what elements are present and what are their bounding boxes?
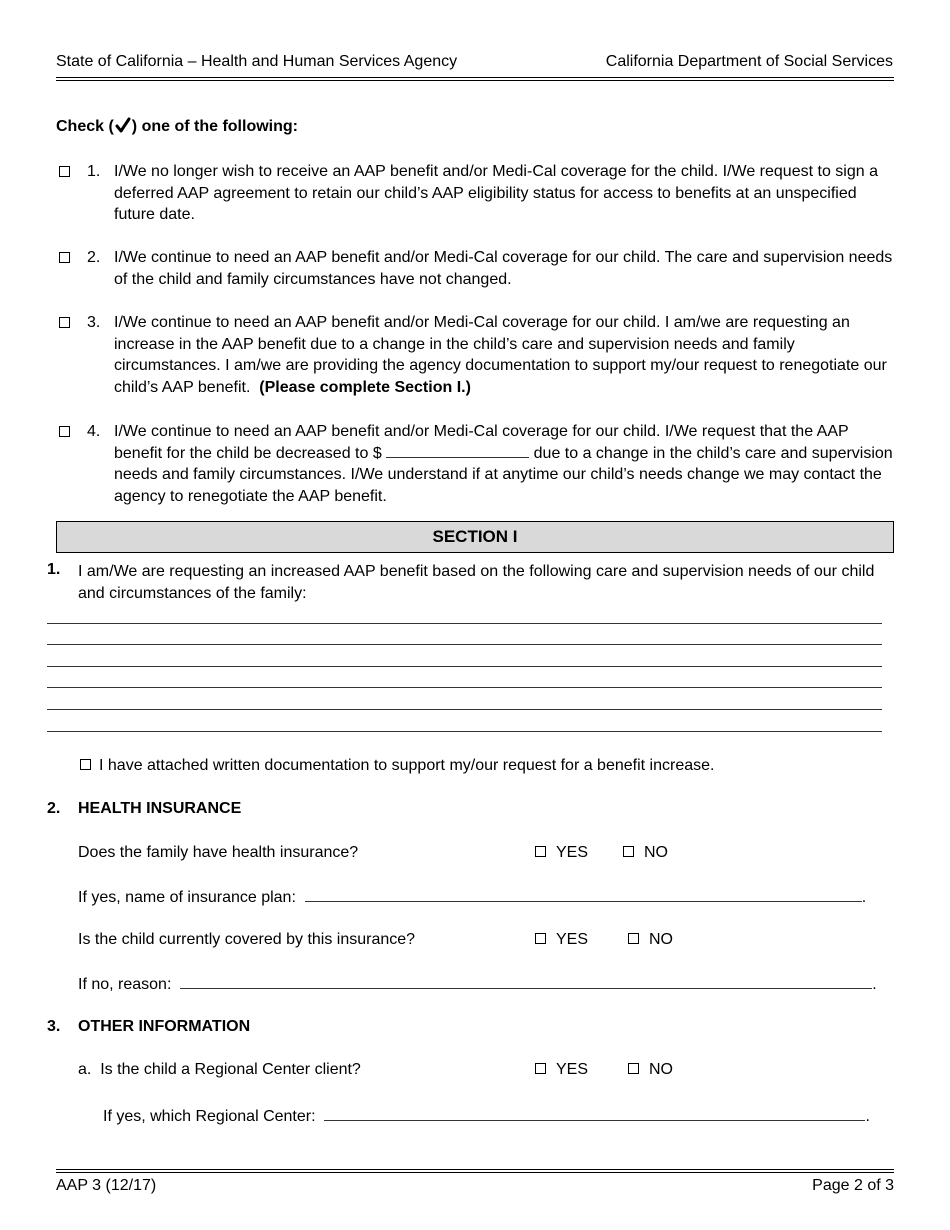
footer-rule-top	[56, 1169, 894, 1170]
care-needs-line-5[interactable]	[47, 709, 882, 710]
option-2-checkbox[interactable]	[59, 252, 70, 263]
reason-field[interactable]	[180, 974, 872, 989]
option-1: 1. I/We no longer wish to receive an AAP benefit and/or Medi-Cal coverage for the child. I/We request to sign a deferred AAP agreement to retain our child’s AAP eligibility status for access to benefits at an unspecified future date.	[56, 161, 896, 227]
care-needs-line-2[interactable]	[47, 644, 882, 645]
care-needs-line-3[interactable]	[47, 666, 882, 667]
child-covered-yes-checkbox[interactable]	[535, 933, 546, 944]
option-3-checkbox[interactable]	[59, 317, 70, 328]
option-2: 2. I/We continue to need an AAP benefit and/or Medi-Cal coverage for our child. The care and supervision needs of the child and family circumstances have not changed.	[56, 247, 896, 291]
section-i-title: SECTION I	[56, 521, 894, 553]
child-covered-no-checkbox[interactable]	[628, 933, 639, 944]
care-needs-line-1[interactable]	[47, 623, 882, 624]
decrease-amount-field[interactable]	[386, 443, 529, 458]
regional-center-no: NO	[628, 1061, 673, 1079]
child-covered-yes: YES	[535, 931, 588, 949]
has-insurance-no: NO	[623, 844, 668, 862]
regional-center-no-checkbox[interactable]	[628, 1063, 639, 1074]
q2-title: HEALTH INSURANCE	[78, 800, 242, 817]
regional-center-yes: YES	[535, 1061, 588, 1079]
which-center-row: If yes, which Regional Center: .	[103, 1108, 870, 1125]
reason-row: If no, reason: .	[78, 976, 877, 993]
plan-name-row: If yes, name of insurance plan: .	[78, 889, 867, 906]
which-center-field[interactable]	[324, 1106, 865, 1121]
option-4-checkbox[interactable]	[59, 426, 70, 437]
q3-number: 3.	[47, 1018, 61, 1035]
option-4: 4. I/We continue to need an AAP benefit and/or Medi-Cal coverage for our child. I/We request that the AAP benefit for the child be decreased to $ due to a change in the child’s care and supervision needs and family circumstances. I/We understand if at anytime our child’s needs change we may contact the agency to renegotiate the AAP benefit.	[56, 421, 896, 509]
documentation-attached: I have attached written documentation to support my/our request for a benefit increase.	[80, 757, 714, 775]
form-number: AAP 3 (12/17)	[56, 1177, 157, 1194]
has-insurance-question: Does the family have health insurance?	[78, 844, 359, 861]
page-number: Page 2 of 3	[812, 1177, 894, 1194]
option-1-checkbox[interactable]	[59, 166, 70, 177]
q1-text: I am/We are requesting an increased AAP benefit based on the following care and supervision needs of our child and circumstances of the family:	[78, 563, 875, 602]
header-rule-top	[56, 77, 894, 78]
child-covered-question: Is the child currently covered by this insurance?	[78, 931, 416, 948]
check-instruction: Check ( ) one of the following:	[56, 117, 298, 138]
agency-header: State of California – Health and Human Services Agency	[56, 53, 458, 70]
documentation-checkbox[interactable]	[80, 759, 91, 770]
child-covered-no: NO	[628, 931, 673, 949]
has-insurance-yes-checkbox[interactable]	[535, 846, 546, 857]
care-needs-line-4[interactable]	[47, 687, 882, 688]
footer-rule-bottom	[56, 1172, 894, 1173]
option-3: 3. I/We continue to need an AAP benefit and/or Medi-Cal coverage for our child. I am/we are requesting an increase in the AAP benefit due to a change in the child’s care and supervision needs and family circumstances. I am/we are providing the agency documentation to support my/our request to renegotiate our child’s AAP benefit. (Please complete Section I.)	[56, 312, 896, 400]
q1-number: 1.	[47, 561, 61, 578]
q2-number: 2.	[47, 800, 61, 817]
plan-name-field[interactable]	[305, 887, 862, 902]
has-insurance-no-checkbox[interactable]	[623, 846, 634, 857]
regional-center-question: a. Is the child a Regional Center client?	[78, 1061, 361, 1078]
has-insurance-yes: YES	[535, 844, 588, 862]
header-rule-bottom	[56, 80, 894, 81]
checkmark-icon	[115, 117, 131, 138]
q3-title: OTHER INFORMATION	[78, 1018, 251, 1035]
regional-center-yes-checkbox[interactable]	[535, 1063, 546, 1074]
department-header: California Department of Social Services	[605, 53, 893, 70]
care-needs-line-6[interactable]	[47, 731, 882, 732]
